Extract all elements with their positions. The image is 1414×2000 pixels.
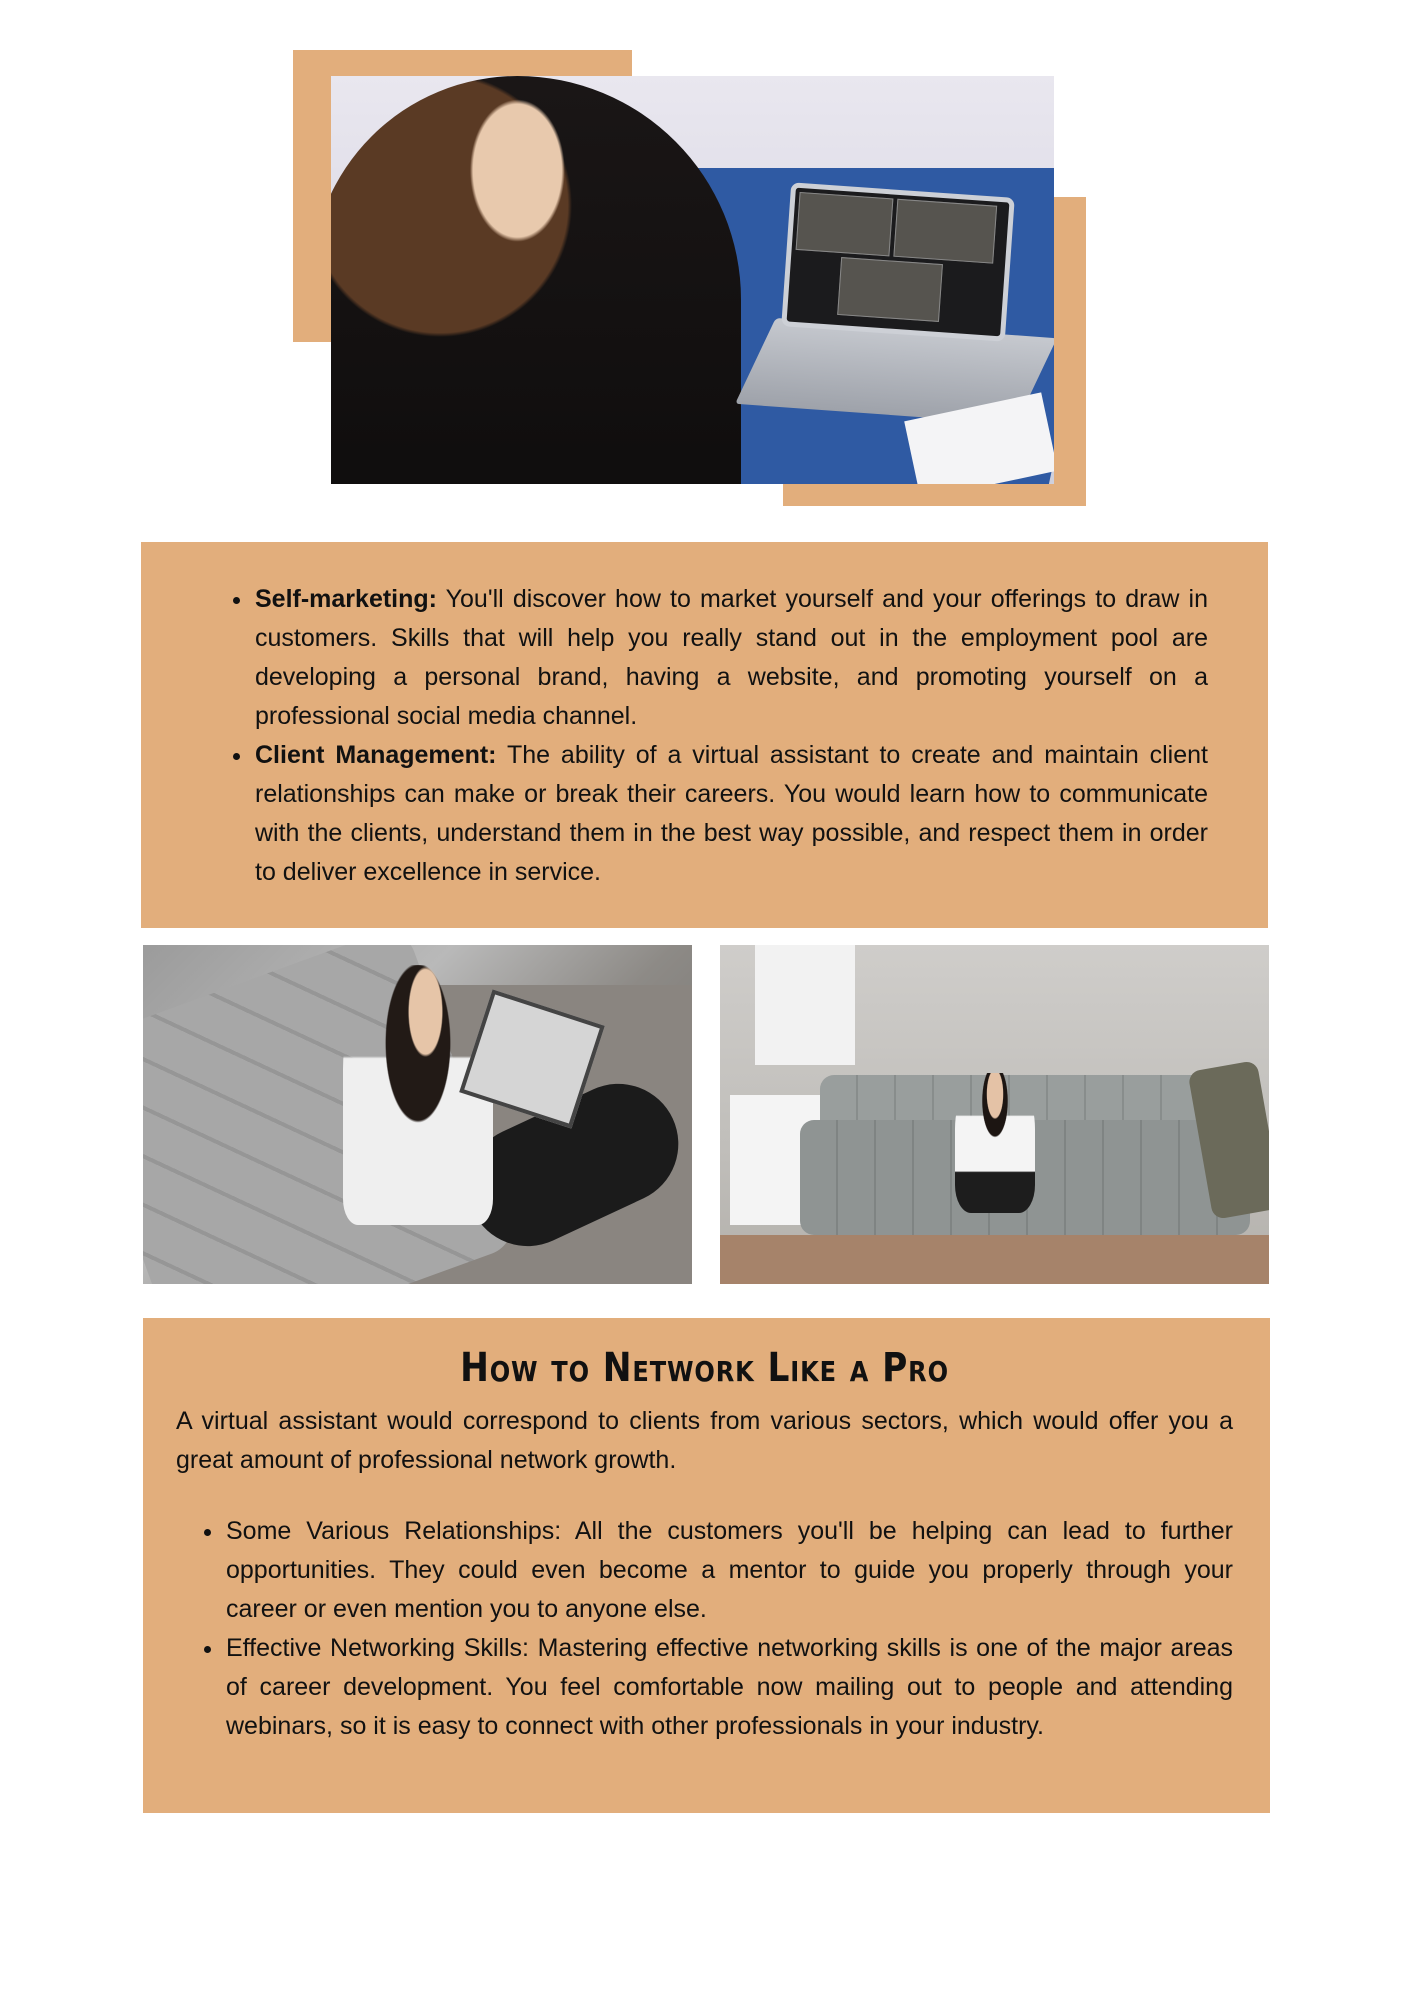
bullet-text: You'll discover how to market yourself and your offerings to draw in customers. Skills that will help you really stand out in the employment pool are developing a personal brand, having a website, and promoting yourself on a professional social media channel.	[255, 585, 1208, 730]
bullet-text: The ability of a virtual assistant to create and maintain client relationships can make or break their careers. You would learn how to communicate with the clients, understand them in the best way possible, and respect them in order to deliver excellence in service.	[255, 741, 1208, 886]
list-item	[255, 580, 1208, 736]
section-intro: A virtual assistant would correspond to clients from various sectors, which would offer you a great amount of professional network growth.	[176, 1407, 1233, 1474]
photo-woman-on-sofa-living-room	[720, 945, 1269, 1284]
skills-panel	[141, 542, 1268, 928]
skills-list	[201, 580, 1208, 892]
networking-list	[176, 1512, 1233, 1746]
hero-photo-video-call	[331, 76, 1054, 484]
photo-woman-on-couch-laptop	[143, 945, 692, 1284]
list-item: Effective Networking Skills: Mastering effective networking skills is one of the major areas of career development. You feel comfortable now mailing out to people and attending webinars, so it is easy to connect with other professionals in your industry.	[226, 1629, 1233, 1746]
bullet-title: Client Management:	[255, 741, 497, 769]
networking-panel	[143, 1318, 1270, 1813]
bullet-title: Self-marketing:	[255, 585, 437, 613]
list-item	[255, 736, 1208, 892]
list-item: Some Various Relationships: All the customers you'll be helping can lead to further opportunities. They could even become a mentor to guide you properly through your career or even mention you to anyone else.	[226, 1512, 1233, 1629]
section-heading: How to Network Like a Pro	[460, 1345, 949, 1391]
